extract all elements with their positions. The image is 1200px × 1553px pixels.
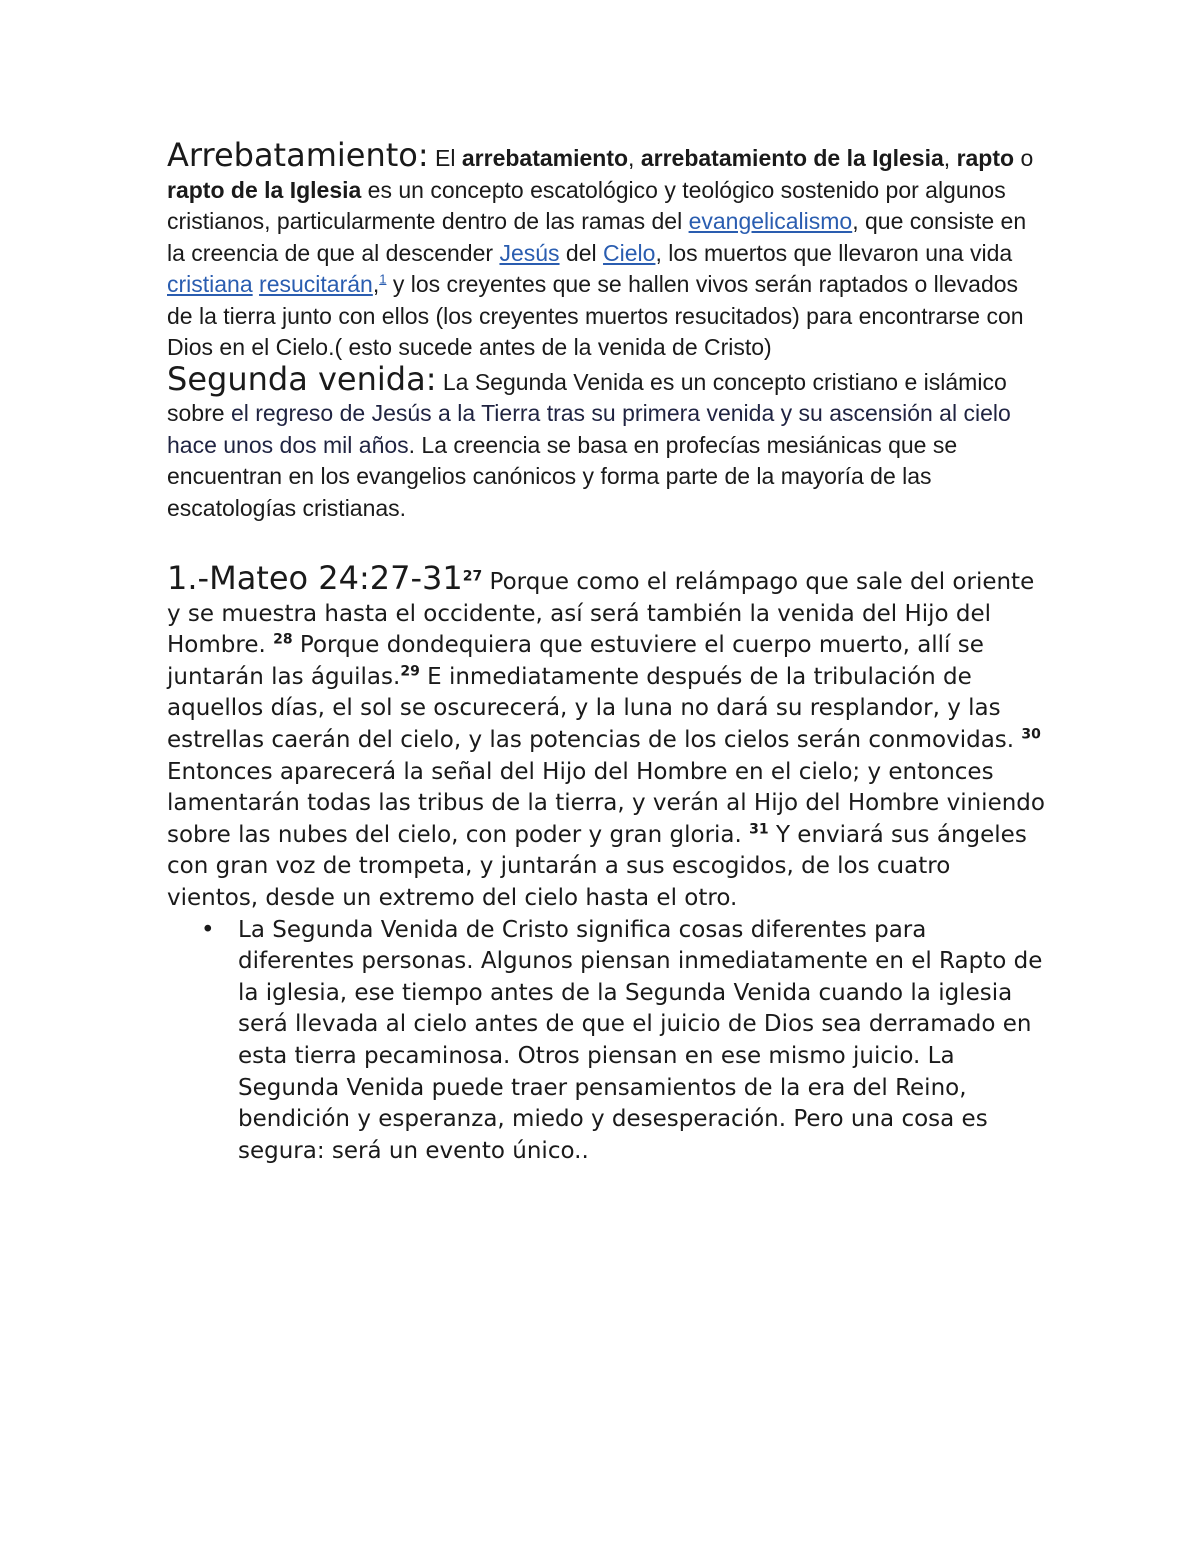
- verse-number: 30: [1021, 726, 1041, 743]
- text-run: o: [1014, 145, 1034, 171]
- link-cielo[interactable]: Cielo: [603, 239, 656, 266]
- verse-text: Y enviará sus ángeles con gran voz de trompeta, y juntarán a sus escogidos, de los cuatro vientos, desde un extremo del cielo hasta el otro.: [167, 821, 1027, 911]
- bullet-marker: •: [201, 916, 215, 943]
- list-item-text: La Segunda Venida de Cristo significa cosas diferentes para diferentes personas. Algunos piensan inmediatamente en el Rapto de la iglesia, ese tiempo antes de la Segunda Venida cuando la iglesia será llevada al cielo antes de que el juicio de Dios sea derramado en esta tierra pecaminosa. Otros piensan en ese mismo juicio. La Segunda Venida puede traer pensamientos de la era del Reino, bendición y esperanza, miedo y desesperación. Pero una cosa es segura: será un evento único..: [238, 916, 1043, 1164]
- text-run: es un concepto escatológico y teológico sostenido por algunos cristianos, particularmente dentro de las ramas del: [167, 176, 1006, 234]
- verse-number: 31: [749, 821, 769, 838]
- text-run: El: [428, 145, 462, 171]
- verse-number: 29: [400, 663, 420, 680]
- verse-number: 27: [462, 568, 483, 585]
- arrebatamiento-paragraph: [167, 136, 1047, 364]
- bold-term: rapto: [956, 145, 1015, 171]
- mateo-passage: [167, 559, 1047, 915]
- verse-text: Porque dondequiera que estuviere el cuerpo muerto, allí se juntarán las águilas.: [167, 632, 984, 690]
- text-run: y los creyentes que se hallen vivos serán raptados o llevados de la tierra junto con ellos (los creyentes muertos resucitados) para encontrarse con Dios en el Cielo.( esto sucede antes de la venida de Cristo): [167, 271, 1024, 360]
- link-jesus[interactable]: Jesús: [499, 239, 560, 266]
- arrebatamiento-heading: Arrebatamiento:: [167, 136, 429, 174]
- text-run: ,: [628, 145, 641, 171]
- text-run: La Segunda Venida es un concepto cristiano e islámico sobre: [167, 368, 1007, 426]
- link-cristiana[interactable]: cristiana: [167, 271, 253, 297]
- text-run: ,: [943, 145, 957, 171]
- verse-text: Entonces aparecerá la señal del Hijo del Hombre en el cielo; y entonces lamentarán todas las tribus de la tierra, y verán al Hijo del Hombre viniendo sobre las nubes del cielo, con poder y gran gloria.: [167, 758, 1045, 848]
- bold-term: rapto de la Iglesia: [167, 176, 362, 203]
- bold-term: arrebatamiento: [461, 145, 629, 171]
- highlighted-text: el regreso de Jesús a la Tierra tras su primera venida y su ascensión al cielo hace unos dos mil años: [167, 400, 1011, 458]
- segunda-venida-heading: Segunda venida:: [167, 359, 437, 398]
- text-run: del: [559, 239, 604, 266]
- text-run: ,: [372, 271, 380, 297]
- link-resucitaran[interactable]: resucitarán: [259, 271, 373, 297]
- link-evangelicalismo[interactable]: evangelicalismo: [688, 208, 853, 234]
- text-run: , que consiste en la creencia de que al descender: [167, 208, 1027, 266]
- document-page: [167, 136, 1047, 1167]
- bullet-list: [167, 915, 1047, 1168]
- text-run: , los muertos que llevaron una vida: [655, 239, 1013, 266]
- segunda-venida-paragraph: [167, 359, 1047, 525]
- verse-text: E inmediatamente después de la tribulación de aquellos días, el sol se oscurecerá, y la luna no dará su resplandor, y las estrellas caerán del cielo, y las potencias de los cielos serán conmovidas.: [167, 663, 1022, 753]
- bold-term: arrebatamiento de la Iglesia: [640, 145, 944, 171]
- text-run: . La creencia se basa en profecías mesiánicas que se encuentran en los evangelios canónicos y forma parte de la mayoría de las escatologías cristianas.: [167, 431, 958, 521]
- verse-text: Porque como el relámpago que sale del oriente y se muestra hasta el occidente, así será también la venida del Hijo del Hombre.: [167, 569, 1035, 659]
- mateo-reference: 1.-Mateo 24:27-31: [167, 559, 463, 597]
- verse-number: 28: [273, 631, 293, 648]
- footnote-link[interactable]: 1: [379, 271, 387, 287]
- list-item: [167, 915, 1047, 1168]
